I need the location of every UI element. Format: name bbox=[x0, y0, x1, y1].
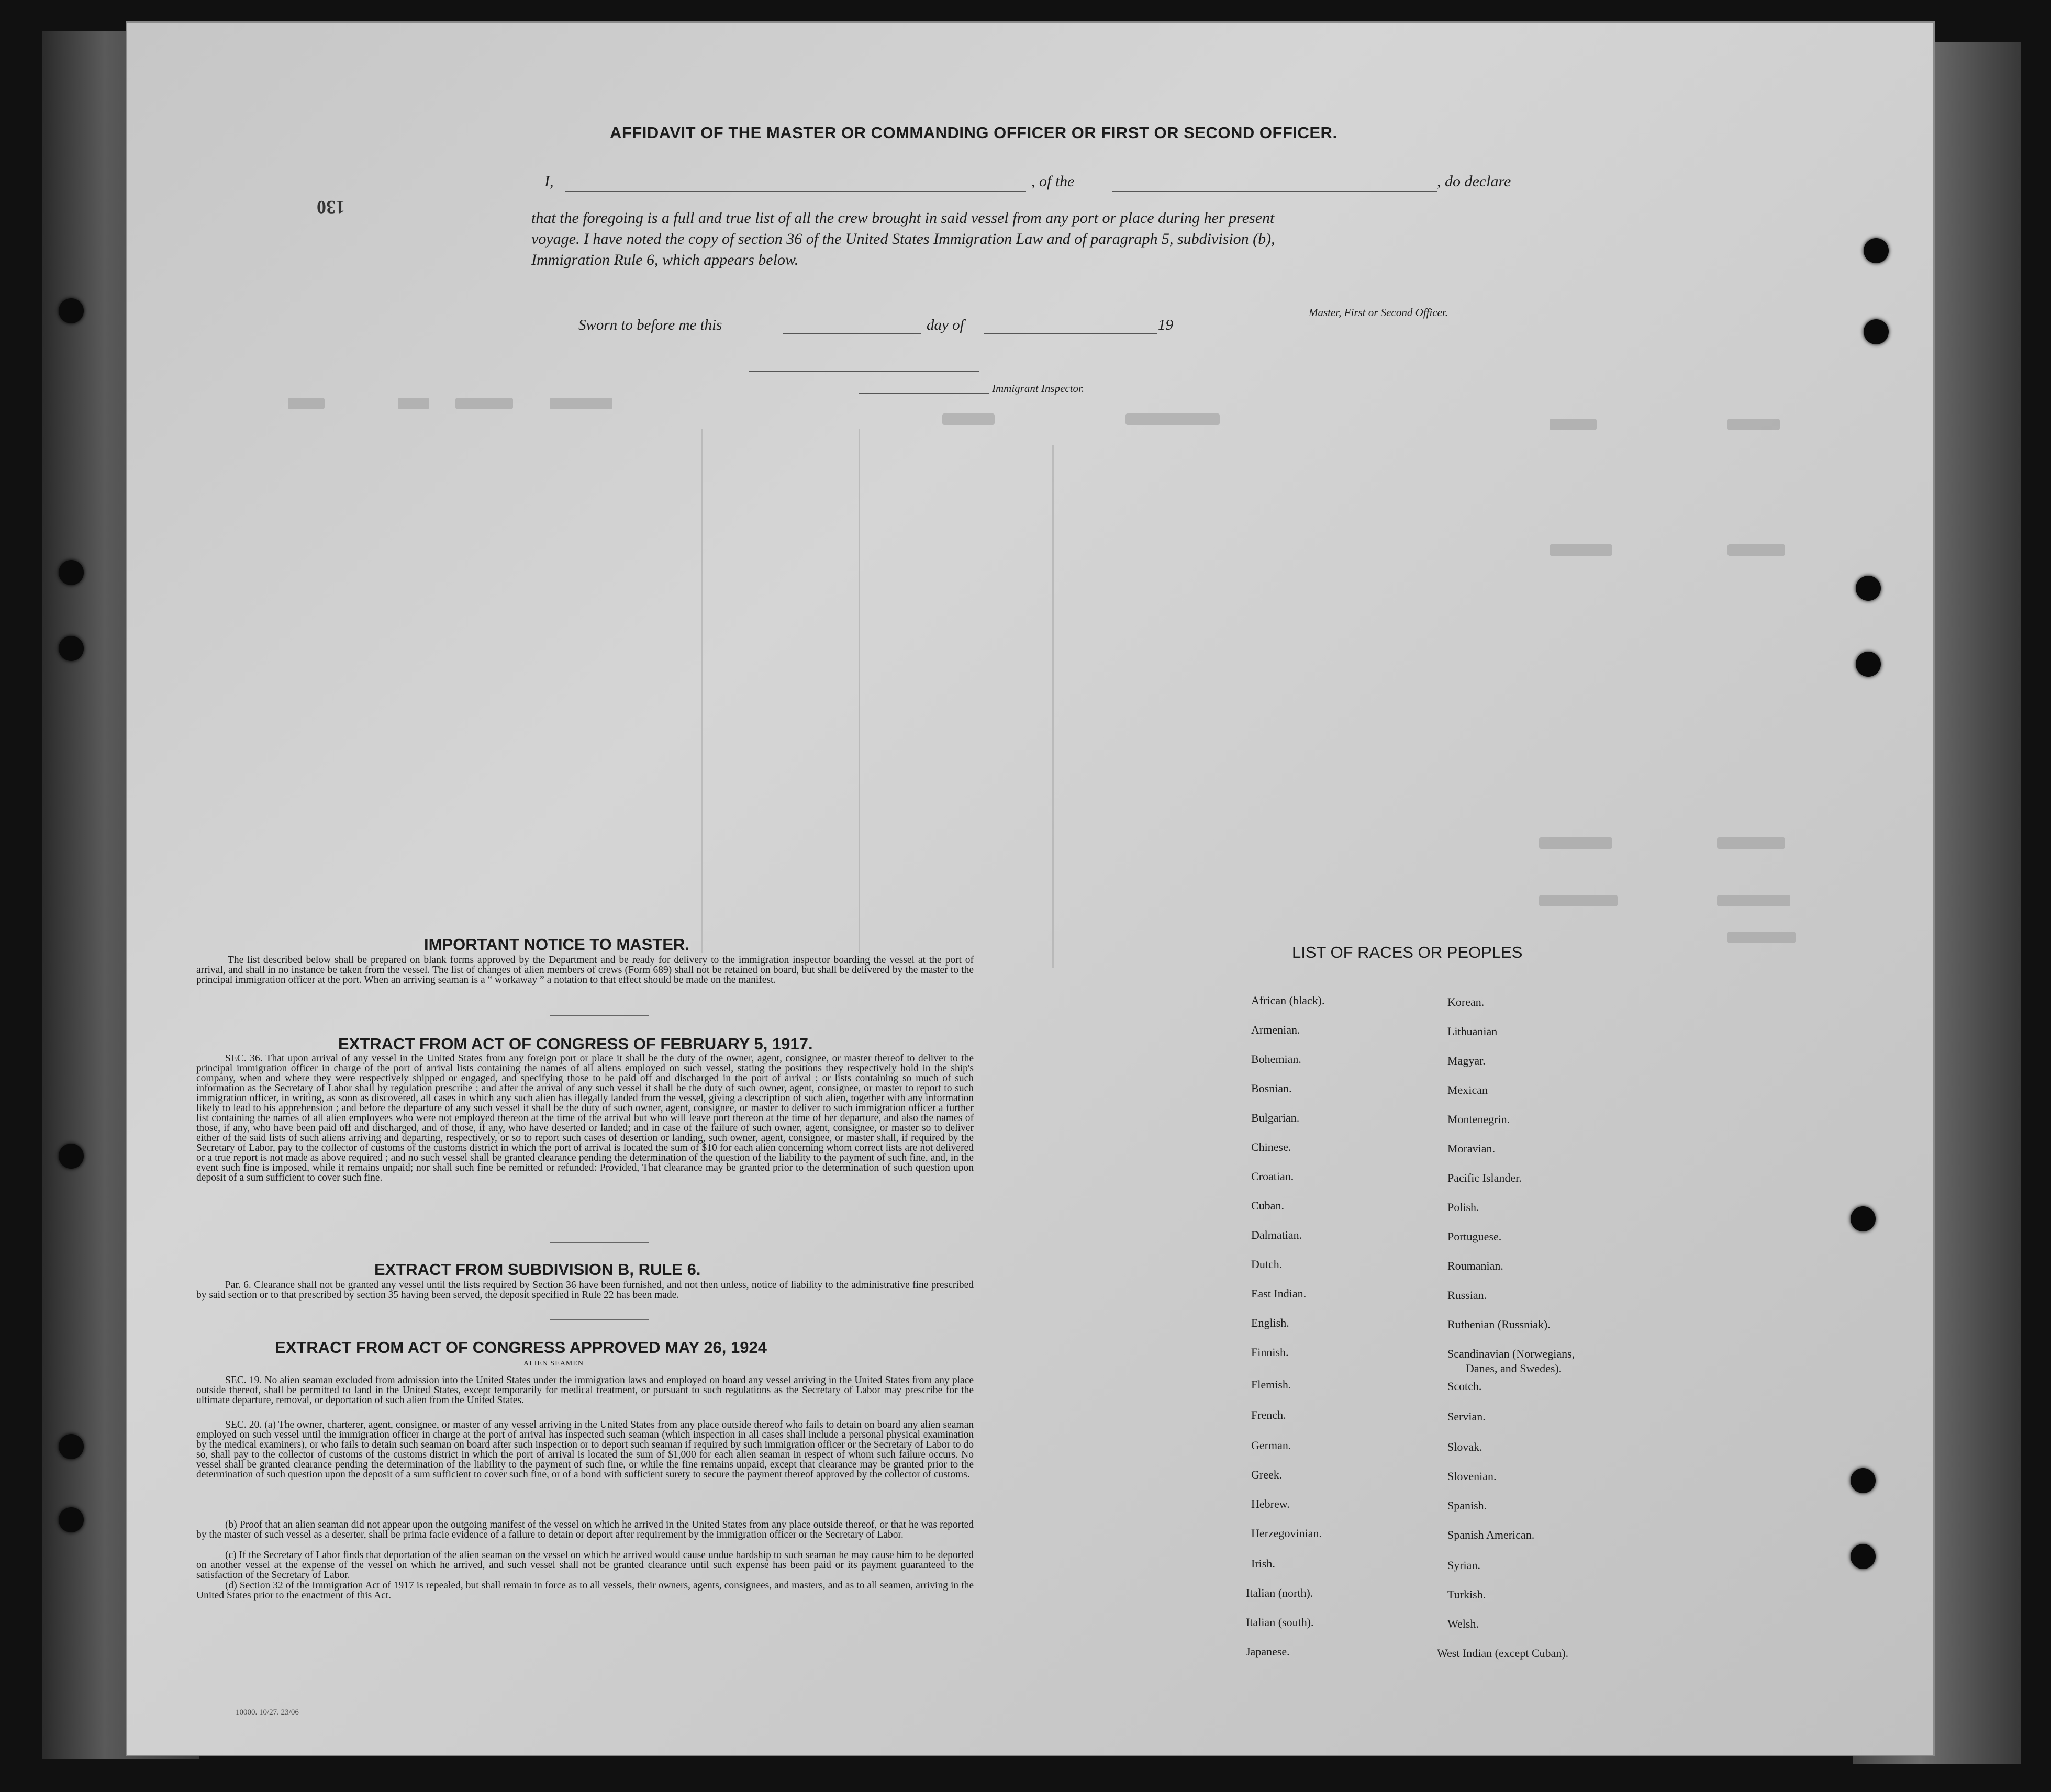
binder-hole bbox=[59, 560, 84, 585]
affidavit-body-line-1: that the foregoing is a full and true list of all the crew brought in said vessel from any port or place during her present bbox=[531, 209, 1275, 227]
race-item: Finnish. bbox=[1251, 1346, 1289, 1359]
affidavit-body-line-3: Immigration Rule 6, which appears below. bbox=[531, 251, 799, 268]
binder-hole bbox=[59, 1507, 84, 1532]
race-item: Dalmatian. bbox=[1251, 1228, 1302, 1241]
race-item: Irish. bbox=[1251, 1557, 1275, 1570]
affidavit-i-label: I, bbox=[544, 173, 554, 190]
race-item: Pacific Islander. bbox=[1447, 1171, 1522, 1184]
extract-1924-subtitle: ALIEN SEAMEN bbox=[523, 1360, 584, 1368]
binder-hole bbox=[59, 298, 84, 323]
race-item: Slovak. bbox=[1447, 1440, 1482, 1453]
race-item: Montenegrin. bbox=[1447, 1113, 1510, 1126]
race-item: Moravian. bbox=[1447, 1142, 1496, 1155]
extract-1924-sec20b: (b) Proof that an alien seaman did not appear upon the outgoing manifest of the vessel on which he arrived in the United States from any place outside thereof, or that he was reported by the master of such vessel as a deserter, shall be prima facie evidence of a failure to detain or deport after requirement by the immigration officer or the Secretary of Labor. bbox=[196, 1519, 974, 1540]
race-item: Italian (south). bbox=[1246, 1616, 1314, 1629]
race-item: English. bbox=[1251, 1316, 1289, 1329]
extract-1924-sec20c: (c) If the Secretary of Labor finds that deportation of the alien seaman on the vessel on which he arrived would cause undue hardship to such seaman he may cause him to be deported on another vessel at the expense of the vessel on which he arrived, and such vessel shall not be granted clearance until such expense has been paid or its payment guaranteed to the satisfaction of the Secretary of Labor. bbox=[196, 1550, 974, 1581]
inspector-signature-line-upper[interactable] bbox=[749, 371, 979, 372]
extract-1917-title: EXTRACT FROM ACT OF CONGRESS OF FEBRUARY 5, 1917. bbox=[338, 1035, 813, 1053]
race-item: Polish. bbox=[1447, 1201, 1479, 1214]
sworn-month-blank-line[interactable] bbox=[984, 333, 1157, 334]
divider bbox=[550, 1319, 649, 1320]
extract-1924-sec19: SEC. 19. No alien seaman excluded from admission into the United States under the immigration laws and employed on board any vessel arriving in the United States from any place outside thereof, shall be permitted to land in the United States, except temporarily for medical treatment, or pursuant to such regulations as the Secretary of Labor may prescribe for the ultimate departure, removal, or deportation of such alien from the United States. bbox=[196, 1375, 974, 1406]
races-title: LIST OF RACES OR PEOPLES bbox=[1292, 943, 1523, 961]
race-item-continuation: Danes, and Swedes). bbox=[1466, 1362, 1562, 1375]
race-item: Syrian. bbox=[1447, 1559, 1480, 1572]
race-item: French. bbox=[1251, 1408, 1286, 1421]
race-item: Spanish. bbox=[1447, 1499, 1487, 1512]
race-item: Dutch. bbox=[1251, 1258, 1283, 1271]
race-item: Bulgarian. bbox=[1251, 1111, 1300, 1124]
binder-hole bbox=[1851, 1206, 1876, 1231]
race-item: Russian. bbox=[1447, 1289, 1487, 1302]
race-item: Lithuanian bbox=[1447, 1025, 1498, 1038]
notice-text: The list described below shall be prepared on blank forms approved by the Department and be ready for delivery to the immigration inspector boarding the vessel at the port of arrival, and shall in no instance be taken from the vessel. The list of changes of alien members of crews (Form 689) shall not be retained on board, but shall be delivered by the master to the principal immigration officer at the port. When an arriving seaman is a “ workaway ” a notation to that effect should be made on the manifest. bbox=[196, 955, 974, 985]
race-item: Bosnian. bbox=[1251, 1082, 1292, 1095]
race-item: Welsh. bbox=[1447, 1617, 1479, 1630]
extract-1924-sec20a: SEC. 20. (a) The owner, charterer, agent, consignee, or master of any vessel arriving in the United States from any place outside thereof who fails to detain on board any alien seaman employed on such vessel until the immigration officer in charge at the port of arrival has inspected such seaman (which inspection in all cases shall include a personal physical examination by the medical examiners), or who fails to detain such seaman on board after such inspection or to deport such seaman if required by such immigration officer or the Secretary of Labor to do so, shall pay to the collector of customs of the customs district in which the port of arrival is located the sum of $1,000 for each alien seaman in respect of whom such failure occurs. No vessel shall be granted clearance pending the determination of the liability to the payment of such fine, or while the fine remains unpaid, except that clearance may be granted prior to the determination of such question upon the deposit of a sum sufficient to cover such fine, or of a bond with sufficient surety to secure the payment thereof approved by the collector of customs. bbox=[196, 1419, 974, 1480]
race-item: Ruthenian (Russniak). bbox=[1447, 1318, 1551, 1331]
race-item: Servian. bbox=[1447, 1410, 1486, 1423]
document-page bbox=[126, 21, 1935, 1756]
race-item: Flemish. bbox=[1251, 1378, 1291, 1391]
binder-hole bbox=[1856, 652, 1881, 677]
race-item: Croatian. bbox=[1251, 1170, 1294, 1183]
binder-hole bbox=[59, 1434, 84, 1459]
race-item: German. bbox=[1251, 1439, 1291, 1452]
sworn-day-blank-line[interactable] bbox=[783, 333, 921, 334]
affidavit-declare-label: , do declare bbox=[1437, 173, 1511, 190]
binder-hole bbox=[59, 1144, 84, 1169]
race-item: Cuban. bbox=[1251, 1199, 1284, 1212]
divider bbox=[550, 1015, 649, 1016]
race-item: Bohemian. bbox=[1251, 1052, 1301, 1066]
race-item: African (black). bbox=[1251, 994, 1325, 1007]
race-item: East Indian. bbox=[1251, 1287, 1307, 1300]
divider bbox=[550, 1242, 649, 1243]
race-item: Chinese. bbox=[1251, 1140, 1291, 1153]
affidavit-title: AFFIDAVIT OF THE MASTER OR COMMANDING OFFICER OR FIRST OR SECOND OFFICER. bbox=[610, 124, 1337, 142]
inspector-label: Immigrant Inspector. bbox=[992, 382, 1085, 395]
binder-hole bbox=[59, 636, 84, 661]
year-label: 19 bbox=[1158, 317, 1173, 333]
race-item: Magyar. bbox=[1447, 1054, 1486, 1067]
race-item: Scotch. bbox=[1447, 1380, 1482, 1393]
extract-rule6-title: EXTRACT FROM SUBDIVISION B, RULE 6. bbox=[374, 1260, 701, 1279]
race-item: Turkish. bbox=[1447, 1588, 1486, 1601]
form-code: 10000. 10/27. 23/06 bbox=[236, 1708, 299, 1717]
affidavit-body-line-2: voyage. I have noted the copy of section 36 of the United States Immigration Law and of paragraph 5, subdivision (b), bbox=[531, 230, 1275, 248]
folio-stamp-number: 130 bbox=[317, 197, 345, 218]
race-item: Italian (north). bbox=[1246, 1586, 1313, 1599]
race-item: Greek. bbox=[1251, 1468, 1283, 1481]
binder-hole bbox=[1864, 238, 1889, 263]
affidavit-of-the-label: , of the bbox=[1031, 173, 1075, 190]
race-item: Portuguese. bbox=[1447, 1230, 1502, 1243]
binder-hole bbox=[1851, 1468, 1876, 1493]
inspector-signature-line[interactable] bbox=[859, 393, 989, 394]
race-item: Hebrew. bbox=[1251, 1497, 1290, 1510]
extract-1924-sec20d: (d) Section 32 of the Immigration Act of 1917 is repealed, but shall remain in force as to all vessels, their owners, agents, consignees, and masters, and as to all seamen, arriving in the United States prior to the enactment of this Act. bbox=[196, 1580, 974, 1601]
race-item: Spanish American. bbox=[1447, 1528, 1535, 1541]
race-item: Scandinavian (Norwegians, bbox=[1447, 1347, 1575, 1360]
race-item: Korean. bbox=[1447, 995, 1485, 1009]
race-item: Japanese. bbox=[1246, 1645, 1290, 1658]
race-item: Slovenian. bbox=[1447, 1470, 1497, 1483]
day-of-label: day of bbox=[927, 317, 964, 333]
extract-rule6-text: Par. 6. Clearance shall not be granted any vessel until the lists required by Section 36 have been furnished, and not then unless, notice of liability to the administrative fine prescribed by said section or to that prescribed by section 35 having been served, the deposit specified in Rule 22 has been made. bbox=[196, 1280, 974, 1301]
race-item: Mexican bbox=[1447, 1083, 1488, 1096]
notice-title: IMPORTANT NOTICE TO MASTER. bbox=[424, 935, 689, 954]
race-item: Roumanian. bbox=[1447, 1259, 1503, 1272]
binder-hole bbox=[1851, 1544, 1876, 1569]
race-item: West Indian (except Cuban). bbox=[1437, 1647, 1569, 1660]
race-item: Armenian. bbox=[1251, 1023, 1300, 1036]
name-blank-line[interactable] bbox=[565, 191, 1026, 192]
sworn-label: Sworn to before me this bbox=[578, 317, 722, 333]
race-item: Herzegovinian. bbox=[1251, 1527, 1322, 1540]
vessel-blank-line[interactable] bbox=[1112, 191, 1437, 192]
extract-1924-title: EXTRACT FROM ACT OF CONGRESS APPROVED MAY 26, 1924 bbox=[275, 1338, 767, 1357]
extract-1917-text: SEC. 36. That upon arrival of any vessel in the United States from any foreign port or place it shall be the duty of the owner, agent, consignee, or master thereof to deliver to the principal immigration officer in charge of the port of arrival lists containing the names of all aliens employed on such vessel, stating the positions they respectively hold in the ship's company, when and where they were respectively shipped or engaged, and specifying those to be paid off and discharged in the port of arrival ; or lists containing so much of such information as the Secretary of Labor shall by regulation prescribe ; and after the arrival of any such vessel it shall be the duty of such owner, agent, consignee, or master to report to such immigration officer, in writing, as soon as discovered, all cases in which any such alien has illegally landed from the vessel, giving a description of such alien, together with any information likely to lead to his apprehension ; and before the departure of any such vessel it shall be the duty of such owner, agent, consignee, or master to deliver to such immigration officer a further list containing the names of all alien employees who were not employed thereon at the time of the arrival but who will leave port thereon at the time of her departure, and also the names of those, if any, who have been paid off and discharged, and of those, if any, who have deserted or landed; and in case of the failure of such owner, agent, consignee, or master so to deliver either of the said lists of such aliens arriving and departing, respectively, or so to report such cases of desertion or landing, such owner, agent, consignee, or master shall, if required by the Secretary of Labor, pay to the collector of customs of the customs district in which the port of arrival is located the sum of $10 for each alien concerning whom correct lists are not delivered or a true report is not made as above required ; and no such vessel shall be granted clearance pending the determination of the question of the liability to the payment of such fine, and, in the event such fine is imposed, while it remains unpaid; nor shall such fine be remitted or refunded: Provided, That clearance may be granted prior to the determination of such question upon deposit of a sum sufficient to cover such fine. bbox=[196, 1053, 974, 1183]
master-signature-label: Master, First or Second Officer. bbox=[1309, 306, 1448, 319]
binder-hole bbox=[1864, 319, 1889, 344]
binder-hole bbox=[1856, 576, 1881, 601]
